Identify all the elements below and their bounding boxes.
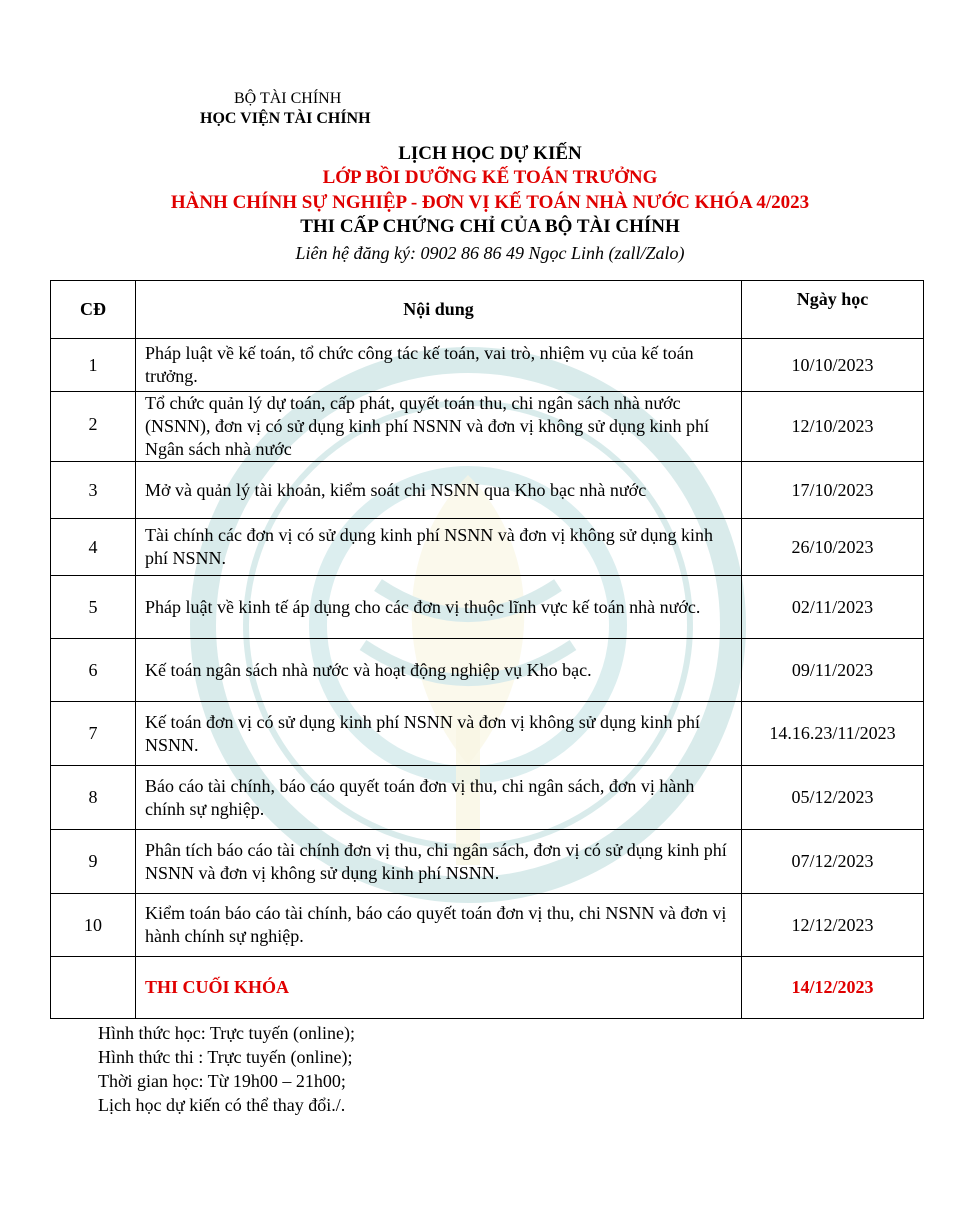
topic-number: 8 [51, 766, 136, 830]
ministry-name: BỘ TÀI CHÍNH [234, 90, 342, 107]
table-row [51, 830, 924, 894]
topic-date: 26/10/2023 [742, 519, 924, 576]
final-exam-date: 14/12/2023 [742, 957, 924, 1019]
certificate-line: THI CẤP CHỨNG CHỈ CỦA BỘ TÀI CHÍNH [300, 216, 680, 237]
topic-number: 2 [51, 392, 136, 462]
topic-number: 9 [51, 830, 136, 894]
note-exam-format: Hình thức thi : Trực tuyến (online); [98, 1047, 353, 1067]
course-title: LỚP BỒI DƯỠNG KẾ TOÁN TRƯỞNG [322, 167, 658, 188]
note-study-format: Hình thức học: Trực tuyến (online); [98, 1023, 355, 1043]
topic-content: Kiểm toán báo cáo tài chính, báo cáo quyết toán đơn vị thu, chi NSNN và đơn vị hành chính sự nghiệp. [136, 894, 742, 957]
topic-content: Báo cáo tài chính, báo cáo quyết toán đơn vị thu, chi ngân sách, đơn vị hành chính sự nghiệp. [136, 766, 742, 830]
notes-block [98, 1021, 355, 1117]
table-row [51, 462, 924, 519]
topic-content: Tài chính các đơn vị có sử dụng kinh phí NSNN và đơn vị không sử dụng kinh phí NSNN. [136, 519, 742, 576]
topic-content: Pháp luật về kế toán, tổ chức công tác kế toán, vai trò, nhiệm vụ của kế toán trưởng. [136, 339, 742, 392]
header-topic-number: CĐ [51, 281, 136, 339]
topic-number: 10 [51, 894, 136, 957]
topic-content: Phân tích báo cáo tài chính đơn vị thu, chi ngân sách, đơn vị có sử dụng kinh phí NSNN và đơn vị không sử dụng kinh phí NSNN. [136, 830, 742, 894]
table-row [51, 392, 924, 462]
topic-content: Kế toán ngân sách nhà nước và hoạt động nghiệp vụ Kho bạc. [136, 639, 742, 702]
header-content: Nội dung [136, 281, 742, 339]
topic-date: 09/11/2023 [742, 639, 924, 702]
table-row [51, 639, 924, 702]
schedule-table [50, 280, 924, 1019]
note-schedule-change: Lịch học dự kiến có thể thay đổi./. [98, 1095, 346, 1115]
topic-date: 12/10/2023 [742, 392, 924, 462]
table-header-row [51, 281, 924, 339]
header-date: Ngày học [742, 281, 924, 339]
table-row [51, 702, 924, 766]
topic-date: 12/12/2023 [742, 894, 924, 957]
schedule-title: LỊCH HỌC DỰ KIẾN [398, 143, 582, 164]
topic-date: 07/12/2023 [742, 830, 924, 894]
course-subtitle: HÀNH CHÍNH SỰ NGHIỆP - ĐƠN VỊ KẾ TOÁN NHÀ NƯỚC KHÓA 4/2023 [170, 192, 810, 213]
table-row [51, 339, 924, 392]
topic-number: 7 [51, 702, 136, 766]
topic-content: Kế toán đơn vị có sử dụng kinh phí NSNN và đơn vị không sử dụng kinh phí NSNN. [136, 702, 742, 766]
contact-line: Liên hệ đăng ký: 0902 86 86 49 Ngọc Linh (zall/Zalo) [295, 243, 685, 263]
note-study-time: Thời gian học: Từ 19h00 – 21h00; [98, 1071, 346, 1091]
final-exam-label: THI CUỐI KHÓA [136, 957, 742, 1019]
topic-content: Tổ chức quản lý dự toán, cấp phát, quyết toán thu, chi ngân sách nhà nước (NSNN), đơn vị có sử dụng kinh phí NSNN và đơn vị không sử dụng kinh phí Ngân sách nhà nước [136, 392, 742, 462]
table-row [51, 766, 924, 830]
topic-content: Pháp luật về kinh tế áp dụng cho các đơn vị thuộc lĩnh vực kế toán nhà nước. [136, 576, 742, 639]
table-row [51, 576, 924, 639]
table-row [51, 519, 924, 576]
topic-date: 02/11/2023 [742, 576, 924, 639]
topic-content: Mở và quản lý tài khoản, kiểm soát chi NSNN qua Kho bạc nhà nước [136, 462, 742, 519]
topic-number: 1 [51, 339, 136, 392]
topic-number: 6 [51, 639, 136, 702]
topic-number: 5 [51, 576, 136, 639]
topic-date: 17/10/2023 [742, 462, 924, 519]
final-exam-row [51, 957, 924, 1019]
topic-date: 14.16.23/11/2023 [742, 702, 924, 766]
topic-number: 4 [51, 519, 136, 576]
table-row [51, 894, 924, 957]
final-exam-number [51, 957, 136, 1019]
academy-name: HỌC VIỆN TÀI CHÍNH [200, 110, 371, 127]
topic-date: 05/12/2023 [742, 766, 924, 830]
topic-number: 3 [51, 462, 136, 519]
topic-date: 10/10/2023 [742, 339, 924, 392]
